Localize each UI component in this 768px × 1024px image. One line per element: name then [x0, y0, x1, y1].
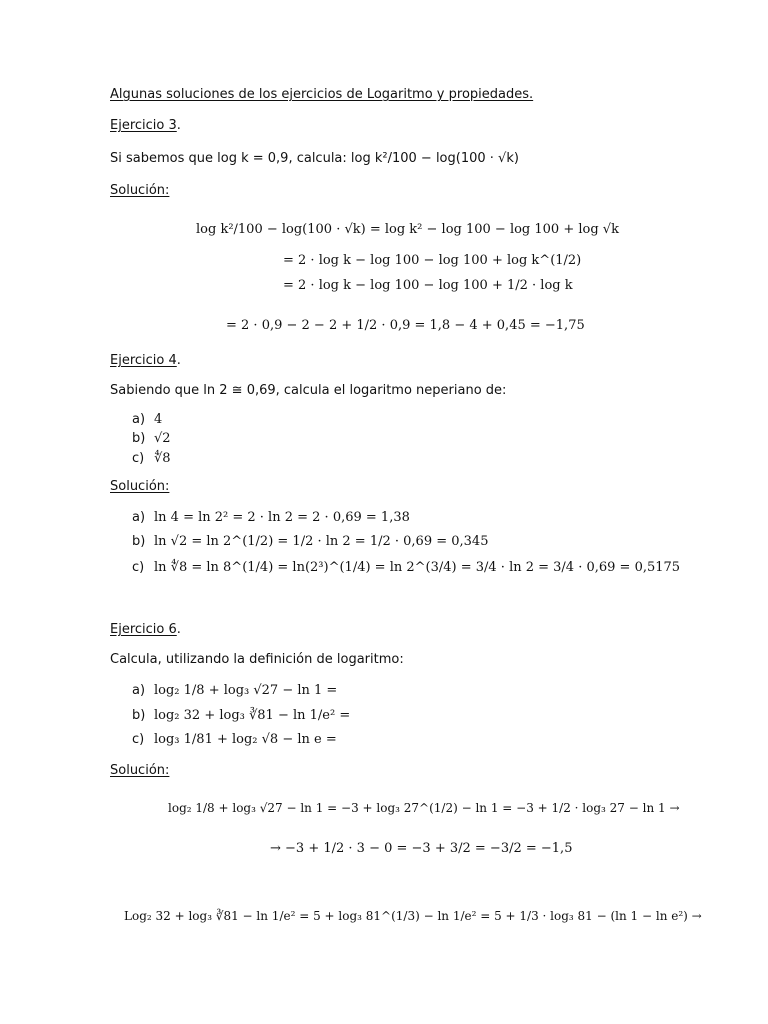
ejercicio-3-title: Ejercicio 3. [110, 118, 181, 133]
item-label: c) [132, 560, 145, 575]
ejercicio-3-solution-line-2: = 2 · log k − log 100 − log 100 + log k^(1/2) [283, 253, 582, 268]
ejercicio-3-solution-label: Solución: [110, 183, 170, 198]
ejercicio-4-solution-a [132, 510, 410, 526]
ejercicio-3-solution-line-3: = 2 · log k − log 100 − log 100 + 1/2 · log k [283, 278, 573, 293]
ejercicio-3-statement: Si sabemos que log k = 0,9, calcula: log k²/100 − log(100 · √k) [110, 151, 519, 166]
item-text: √2 [154, 431, 171, 446]
ejercicio-4-solution-b [132, 534, 488, 550]
ejercicio-6-title-text: Ejercicio 6 [110, 622, 177, 637]
item-text: log₂ 1/8 + log₃ √27 − ln 1 = [154, 683, 338, 698]
ejercicio-4-solution-c [132, 560, 680, 576]
item-label: a) [132, 683, 146, 698]
ejercicio-6-solution-line-3: Log₂ 32 + log₃ ∛81 − ln 1/e² = 5 + log₃ 81^(1/3) − ln 1/e² = 5 + 1/3 · log₃ 81 − (ln 1 − ln e²) → [124, 909, 702, 923]
ejercicio-4-statement: Sabiendo que ln 2 ≅ 0,69, calcula el logaritmo neperiano de: [110, 383, 507, 398]
item-label: c) [132, 451, 145, 466]
ejercicio-4-item-c [132, 451, 171, 467]
ejercicio-6-solution-line-2: → −3 + 1/2 · 3 − 0 = −3 + 3/2 = −3/2 = −1,5 [270, 841, 573, 856]
ejercicio-3-title-text: Ejercicio 3 [110, 118, 177, 133]
item-label: b) [132, 431, 146, 446]
item-text: log₂ 32 + log₃ ∛81 − ln 1/e² = [154, 708, 351, 723]
ejercicio-4-item-b [132, 431, 171, 447]
item-text: ln ∜8 = ln 8^(1/4) = ln(2³)^(1/4) = ln 2^(3/4) = 3/4 · ln 2 = 3/4 · 0,69 = 0,5175 [154, 560, 681, 575]
ejercicio-6-solution-line-1: log₂ 1/8 + log₃ √27 − ln 1 = −3 + log₃ 27^(1/2) − ln 1 = −3 + 1/2 · log₃ 27 − ln 1 → [168, 801, 680, 815]
ejercicio-4-title: Ejercicio 4. [110, 353, 181, 368]
ejercicio-4-item-a [132, 412, 162, 428]
item-label: a) [132, 510, 146, 525]
item-text: ln √2 = ln 2^(1/2) = 1/2 · ln 2 = 1/2 · 0,69 = 0,345 [154, 534, 489, 549]
ejercicio-6-statement: Calcula, utilizando la definición de logaritmo: [110, 652, 404, 667]
item-text: ln 4 = ln 2² = 2 · ln 2 = 2 · 0,69 = 1,38 [154, 510, 410, 525]
item-text: ∜8 [154, 451, 171, 466]
item-text: log₃ 1/81 + log₂ √8 − ln e = [154, 732, 337, 747]
document-heading: Algunas soluciones de los ejercicios de Logaritmo y propiedades. [110, 87, 534, 102]
ejercicio-6-item-b [132, 708, 350, 724]
ejercicio-4-title-text: Ejercicio 4 [110, 353, 177, 368]
ejercicio-3-solution-line-4: = 2 · 0,9 − 2 − 2 + 1/2 · 0,9 = 1,8 − 4 + 0,45 = −1,75 [226, 318, 585, 333]
item-label: b) [132, 534, 146, 549]
item-label: b) [132, 708, 146, 723]
ejercicio-6-solution-label: Solución: [110, 763, 170, 778]
ejercicio-3-solution-line-1: log k²/100 − log(100 · √k) = log k² − log 100 − log 100 + log √k [196, 222, 619, 237]
item-text: 4 [154, 412, 163, 427]
ejercicio-4-solution-label: Solución: [110, 479, 170, 494]
ejercicio-6-item-a [132, 683, 337, 699]
ejercicio-6-title: Ejercicio 6. [110, 622, 181, 637]
ejercicio-6-item-c [132, 732, 337, 748]
item-label: a) [132, 412, 146, 427]
item-label: c) [132, 732, 145, 747]
